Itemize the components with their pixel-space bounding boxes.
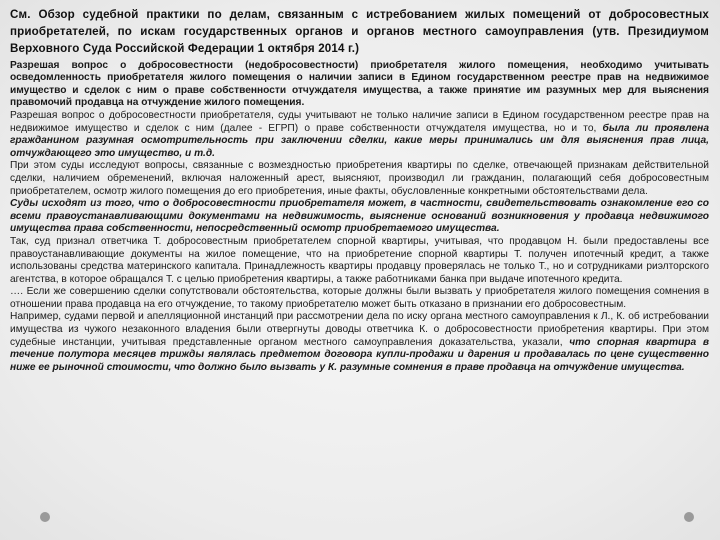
paragraph-1 [10,110,709,160]
paragraph-6 [10,311,709,374]
paragraph-1-emphasis: была ли проявлена гражданином разумная осмотрительность при заключении сделки, какие меры принимались им для выяснения прав лица, отчуждающего это имущество, и т.д. [10,122,709,159]
bullet-dot-left [40,512,50,522]
paragraph-2: При этом суды исследуют вопросы, связанные с возмездностью приобретения квартиры по сделке, отвечающей признакам действительной сделки, наличием обременений, включая наложенный арест, выясняют, производил ли гражданин, полагающий себя добросовестным приобретателем, осмотр жилого помещения до его приобретения, иные факты, обусловленные конкретными обстоятельствами дела. [10,160,709,197]
paragraph-1-text: Разрешая вопрос о добросовестности приобретателя, суды учитывают не только наличие записи в Едином государственном реестре прав на недвижимое имущество и сделок с ним (далее - ЕГРП) о праве собственности отчуждателя имущества, но и то, [10,109,709,134]
paragraph-3: Суды исходят из того, что о добросовестности приобретателя может, в частности, свидетельствовать ознакомление его со всеми правоустанавливающими документами на недвижимость, выяснение оснований возникновения у продавца недвижимого имущества права собственности, непосредственный осмотр приобретаемого имущества. [10,198,709,235]
bullet-dot-right [684,512,694,522]
paragraph-6-emphasis: что спорная квартира в течение полутора месяцев трижды являлась предметом договора купли-продажи и дарения и продавалась по цене существенно ниже ее рыночной стоимости, что должно было вызвать у К. разумные сомнения в праве продавца на отчуждение имущества. [10,336,709,373]
document-title: См. Обзор судебной практики по делам, связанным с истребованием жилых помещений от добросовестных приобретателей, по искам государственных органов и органов местного самоуправления (утв. Президиумом Верховного Суда Российской Федерации 1 октября 2014 г.) [10,8,709,56]
intro-paragraph: Разрешая вопрос о добросовестности (недобросовестности) приобретателя жилого помещения, необходимо учитывать осведомленность приобретателя жилого помещения о наличии записи в Едином государственном реестре прав на недвижимое имущество и сделок с ним о праве собственности отчуждателя имущества, а также принятие им разумных мер для выяснения правомочий продавца на отчуждение жилого помещения. [10,59,709,109]
paragraph-5: …. Если же совершению сделки сопутствовали обстоятельства, которые должны были вызвать у приобретателя жилого помещения сомнения в отношении права продавца на его отчуждение, то такому приобретателю может быть отказано в признании его добросовестным. [10,286,709,310]
document-body [10,6,709,374]
paragraph-4: Так, суд признал ответчика Т. добросовестным приобретателем спорной квартиры, учитывая, что продавцом Н. были предоставлены все правоустанавливающие документы на жилое помещение, что на приобретение спорной квартиры Т. получен ипотечный кредит, а также использованы средства материнского капитала. Принадлежность квартиры продавцу проверялась не только Т., но и сотрудниками риэлторского агентства, в которое обращался Т. с целью приобретения квартиры, а также работниками банка при выдаче ипотечного кредита. [10,235,709,285]
paragraph-6-text: Например, судами первой и апелляционной инстанций при рассмотрении дела по иску органа местного самоуправления к Л., К. об истребовании имущества из чужого незаконного владения были отвергнуты доводы ответчика К. о добросовестности приобретения квартиры. При этом судебные инстанции, учитывая представленные органом местного самоуправления доказательства, указали, [10,311,709,348]
